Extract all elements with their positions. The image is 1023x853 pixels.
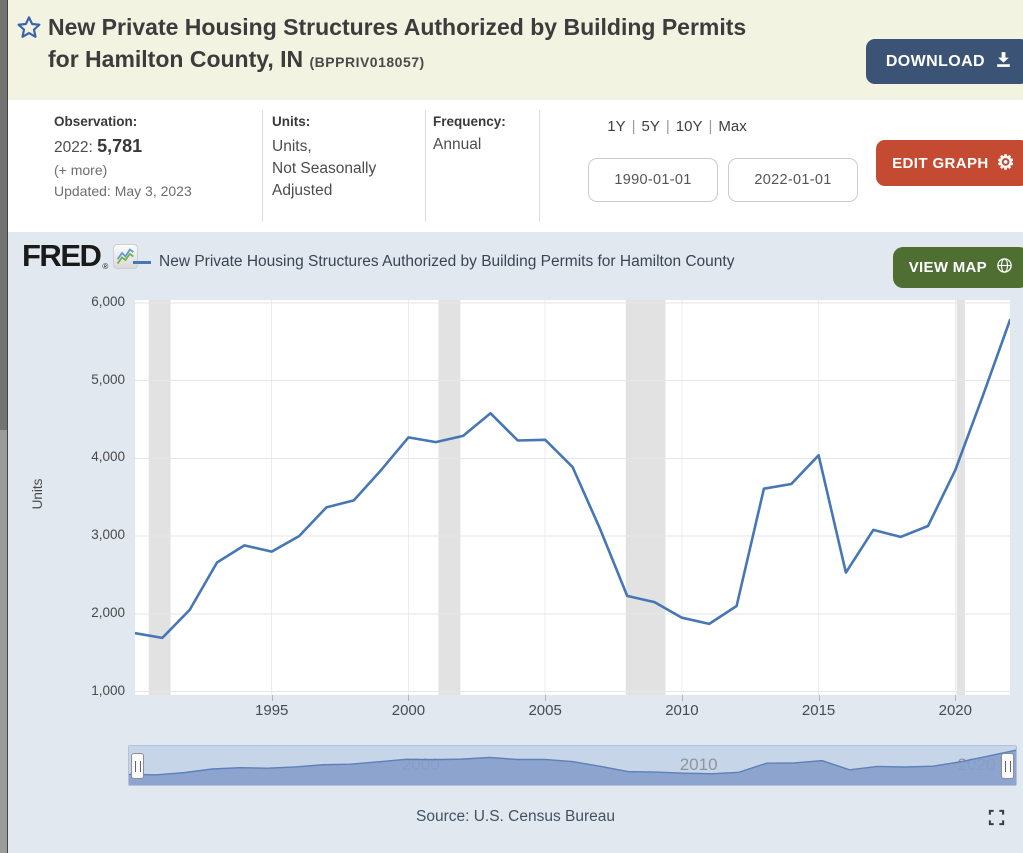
x-tick-label: 2015 (801, 702, 836, 719)
legend-label: New Private Housing Structures Authorized by Building Permits for Hamilton County (159, 253, 735, 270)
x-tick-mark (545, 695, 546, 701)
units-value: Units, (272, 138, 312, 155)
meta-bar (8, 100, 1023, 232)
title-text: New Private Housing Structures Authorized by Building Permits for Hamilton County, IN (48, 14, 747, 72)
frequency-block (433, 114, 533, 154)
download-icon (994, 50, 1013, 74)
observation-period: 2022: (54, 139, 93, 156)
registered-mark: ® (102, 262, 109, 271)
range-option-10y[interactable]: 10Y (675, 118, 703, 135)
slider-handle-right[interactable] (1001, 753, 1014, 779)
x-tick-mark (408, 695, 409, 701)
x-tick-label: 2010 (665, 702, 699, 719)
end-date-input[interactable] (728, 158, 858, 202)
observation-value-line (54, 136, 254, 157)
view-map-button[interactable] (893, 247, 1023, 288)
observation-value: 5,781 (97, 136, 143, 156)
units-value: Not Seasonally (272, 160, 377, 177)
divider (425, 110, 426, 222)
series-id: (BPPRIV018057) (309, 54, 425, 70)
divider (262, 110, 263, 222)
observation-label: Observation: (54, 114, 138, 129)
start-date-input[interactable] (588, 158, 718, 202)
range-separator: | (708, 118, 713, 135)
slider-year-label: 2010 (679, 755, 718, 774)
x-tick-mark (955, 695, 956, 701)
gear-icon: ⚙ (996, 152, 1015, 174)
download-label: DOWNLOAD (885, 52, 985, 70)
y-tick-label: 2,000 (91, 604, 125, 620)
range-separator: | (665, 118, 670, 135)
observation-block (54, 114, 254, 199)
x-tick-label: 1995 (255, 702, 289, 719)
grip-icon (135, 761, 141, 772)
scrollbar-thumb[interactable] (0, 0, 7, 430)
slider-mini-chart (129, 746, 1016, 785)
slider-handle-left[interactable] (131, 753, 144, 779)
download-button[interactable] (866, 39, 1023, 84)
frequency-value: Annual (433, 136, 482, 153)
x-tick-mark (682, 695, 683, 701)
edit-graph-button[interactable] (876, 140, 1023, 186)
x-tick-label: 2005 (528, 702, 562, 719)
fred-logo-text: FRED (22, 238, 101, 273)
edit-graph-label: EDIT GRAPH (892, 154, 989, 172)
view-map-label: VIEW MAP (908, 259, 987, 276)
quick-range-picker (522, 118, 832, 135)
x-tick-mark (819, 695, 820, 701)
range-separator: | (631, 118, 636, 135)
y-tick-label: 6,000 (91, 294, 125, 309)
units-label: Units: (272, 114, 311, 129)
favorite-star-icon[interactable] (16, 15, 42, 46)
units-value: Adjusted (272, 182, 333, 199)
more-observations-link[interactable]: (+ more) (54, 162, 108, 178)
range-option-5y[interactable]: 5Y (641, 118, 660, 135)
chart-legend (133, 253, 881, 271)
fred-logo[interactable] (22, 238, 138, 273)
page-title (48, 11, 783, 78)
line-chart[interactable] (135, 300, 1010, 695)
fullscreen-icon[interactable] (987, 809, 1005, 827)
frequency-label: Frequency: (433, 114, 506, 129)
y-tick-label: 4,000 (91, 449, 125, 465)
source-text[interactable]: Source: U.S. Census Bureau (415, 808, 616, 825)
units-block (272, 114, 420, 202)
x-tick-label: 2020 (938, 702, 972, 719)
range-option-1y[interactable]: 1Y (607, 118, 626, 135)
range-option-max[interactable]: Max (718, 118, 747, 135)
left-scrollbar[interactable] (0, 0, 8, 853)
updated-date: Updated: May 3, 2023 (54, 183, 192, 199)
y-tick-label: 1,000 (91, 682, 125, 698)
y-tick-label: 3,000 (91, 527, 125, 543)
chart-section (8, 232, 1023, 853)
y-axis-title: Units (30, 478, 45, 510)
globe-icon (996, 257, 1013, 278)
plot-area (135, 300, 1010, 695)
y-tick-label: 5,000 (91, 371, 125, 387)
page (8, 0, 1023, 853)
x-tick-mark (272, 695, 273, 701)
x-tick-label: 2000 (391, 702, 426, 719)
header (8, 0, 1023, 100)
date-range-slider[interactable] (128, 745, 1017, 786)
grip-icon (1005, 761, 1011, 772)
legend-line-sample (133, 261, 151, 264)
